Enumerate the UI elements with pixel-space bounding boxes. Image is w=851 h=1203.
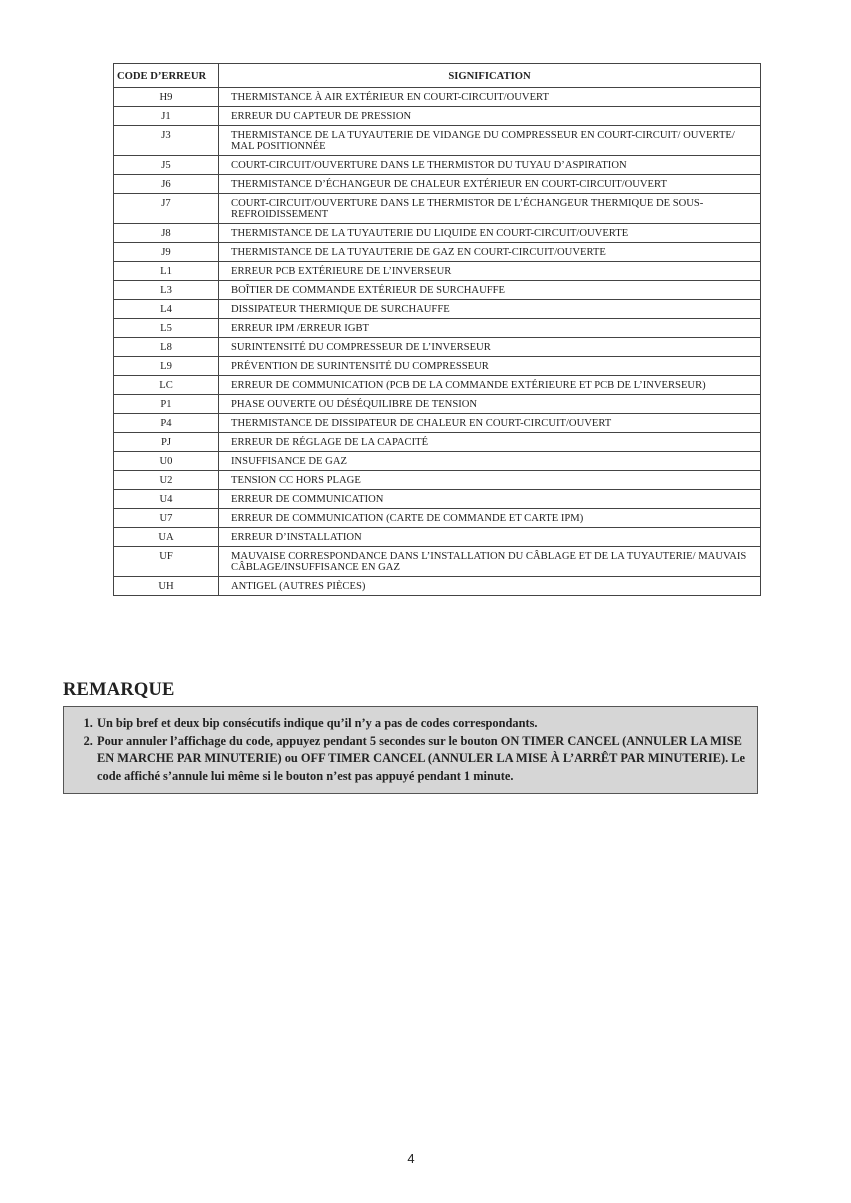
table-row [114,243,761,262]
error-code-table [113,63,761,596]
error-code: L9 [114,357,219,376]
error-code: PJ [114,433,219,452]
table-row [114,281,761,300]
error-code: J1 [114,107,219,126]
table-row [114,357,761,376]
error-meaning: THERMISTANCE DE LA TUYAUTERIE DE VIDANGE DU COMPRESSEUR EN COURT-CIRCUIT/ OUVERTE/ MAL POSITIONNÉE [219,126,761,156]
table-row [114,452,761,471]
error-meaning: INSUFFISANCE DE GAZ [219,452,761,471]
remark-item: 1. Un bip bref et deux bip consécutifs indique qu’il n’y a pas de codes correspondants. [96,715,749,733]
remark-item: 2. Pour annuler l’affichage du code, appuyez pendant 5 secondes sur le bouton ON TIMER CANCEL (ANNULER LA MISE EN MARCHE PAR MINUTERIE) ou OFF TIMER CANCEL (ANNULER LA MISE À L’ARRÊT PAR MINUTERIE). Le code affiché s’annule lui même si le bouton n’est pas appuyé pendant 1 minute. [96,733,749,786]
table-row [114,338,761,357]
error-code: H9 [114,88,219,107]
table-row [114,433,761,452]
error-code: U7 [114,509,219,528]
error-meaning: PRÉVENTION DE SURINTENSITÉ DU COMPRESSEUR [219,357,761,376]
table-header-row [114,64,761,88]
remark-list [64,707,757,785]
error-code: UF [114,547,219,577]
table-row [114,262,761,281]
error-meaning: BOÎTIER DE COMMANDE EXTÉRIEUR DE SURCHAUFFE [219,281,761,300]
error-meaning: ERREUR D’INSTALLATION [219,528,761,547]
page-number: 4 [407,1151,415,1166]
table-row [114,471,761,490]
error-meaning: THERMISTANCE À AIR EXTÉRIEUR EN COURT-CIRCUIT/OUVERT [219,88,761,107]
table-row [114,528,761,547]
error-code: P4 [114,414,219,433]
table-row [114,577,761,596]
error-meaning: PHASE OUVERTE OU DÉSÉQUILIBRE DE TENSION [219,395,761,414]
error-meaning: THERMISTANCE D’ÉCHANGEUR DE CHALEUR EXTÉRIEUR EN COURT-CIRCUIT/OUVERT [219,175,761,194]
error-code: U2 [114,471,219,490]
error-code: J9 [114,243,219,262]
error-code: U0 [114,452,219,471]
error-meaning: MAUVAISE CORRESPONDANCE DANS L’INSTALLATION DU CÂBLAGE ET DE LA TUYAUTERIE/ MAUVAIS CÂBLAGE/INSUFFISANCE EN GAZ [219,547,761,577]
remark-box [63,706,758,794]
error-meaning: ERREUR IPM /ERREUR IGBT [219,319,761,338]
error-code: UH [114,577,219,596]
error-meaning: ERREUR DE COMMUNICATION (CARTE DE COMMANDE ET CARTE IPM) [219,509,761,528]
error-code: P1 [114,395,219,414]
header-error-code: CODE D’ERREUR [114,64,219,88]
table-row [114,175,761,194]
remark-title: REMARQUE [63,680,175,700]
table-row [114,300,761,319]
error-code: U4 [114,490,219,509]
error-meaning: ERREUR DE RÉGLAGE DE LA CAPACITÉ [219,433,761,452]
error-meaning: ERREUR DE COMMUNICATION (PCB DE LA COMMANDE EXTÉRIEURE ET PCB DE L’INVERSEUR) [219,376,761,395]
error-code: L5 [114,319,219,338]
error-code: J5 [114,156,219,175]
table-row [114,224,761,243]
table-row [114,107,761,126]
header-meaning: SIGNIFICATION [219,64,761,88]
error-code: J7 [114,194,219,224]
table-row [114,156,761,175]
table-row [114,376,761,395]
table-row [114,490,761,509]
error-meaning: COURT-CIRCUIT/OUVERTURE DANS LE THERMISTOR DU TUYAU D’ASPIRATION [219,156,761,175]
error-meaning: COURT-CIRCUIT/OUVERTURE DANS LE THERMISTOR DE L’ÉCHANGEUR THERMIQUE DE SOUS- REFROIDISSEMENT [219,194,761,224]
error-code: J3 [114,126,219,156]
table-row [114,509,761,528]
table-row [114,547,761,577]
error-meaning: ERREUR DE COMMUNICATION [219,490,761,509]
error-meaning: THERMISTANCE DE LA TUYAUTERIE DU LIQUIDE EN COURT-CIRCUIT/OUVERTE [219,224,761,243]
error-code: J8 [114,224,219,243]
table-row [114,88,761,107]
table-row [114,395,761,414]
error-meaning: ERREUR PCB EXTÉRIEURE DE L’INVERSEUR [219,262,761,281]
error-code: L1 [114,262,219,281]
error-meaning: SURINTENSITÉ DU COMPRESSEUR DE L’INVERSEUR [219,338,761,357]
table-row [114,319,761,338]
error-meaning: TENSION CC HORS PLAGE [219,471,761,490]
error-meaning: THERMISTANCE DE LA TUYAUTERIE DE GAZ EN COURT-CIRCUIT/OUVERTE [219,243,761,262]
table-row [114,194,761,224]
error-meaning: ERREUR DU CAPTEUR DE PRESSION [219,107,761,126]
table-row [114,126,761,156]
error-code: UA [114,528,219,547]
table-row [114,414,761,433]
error-meaning: THERMISTANCE DE DISSIPATEUR DE CHALEUR EN COURT-CIRCUIT/OUVERT [219,414,761,433]
error-meaning: DISSIPATEUR THERMIQUE DE SURCHAUFFE [219,300,761,319]
error-code: LC [114,376,219,395]
error-code: L3 [114,281,219,300]
error-code: J6 [114,175,219,194]
error-code: L8 [114,338,219,357]
error-meaning: ANTIGEL (AUTRES PIÈCES) [219,577,761,596]
error-code: L4 [114,300,219,319]
